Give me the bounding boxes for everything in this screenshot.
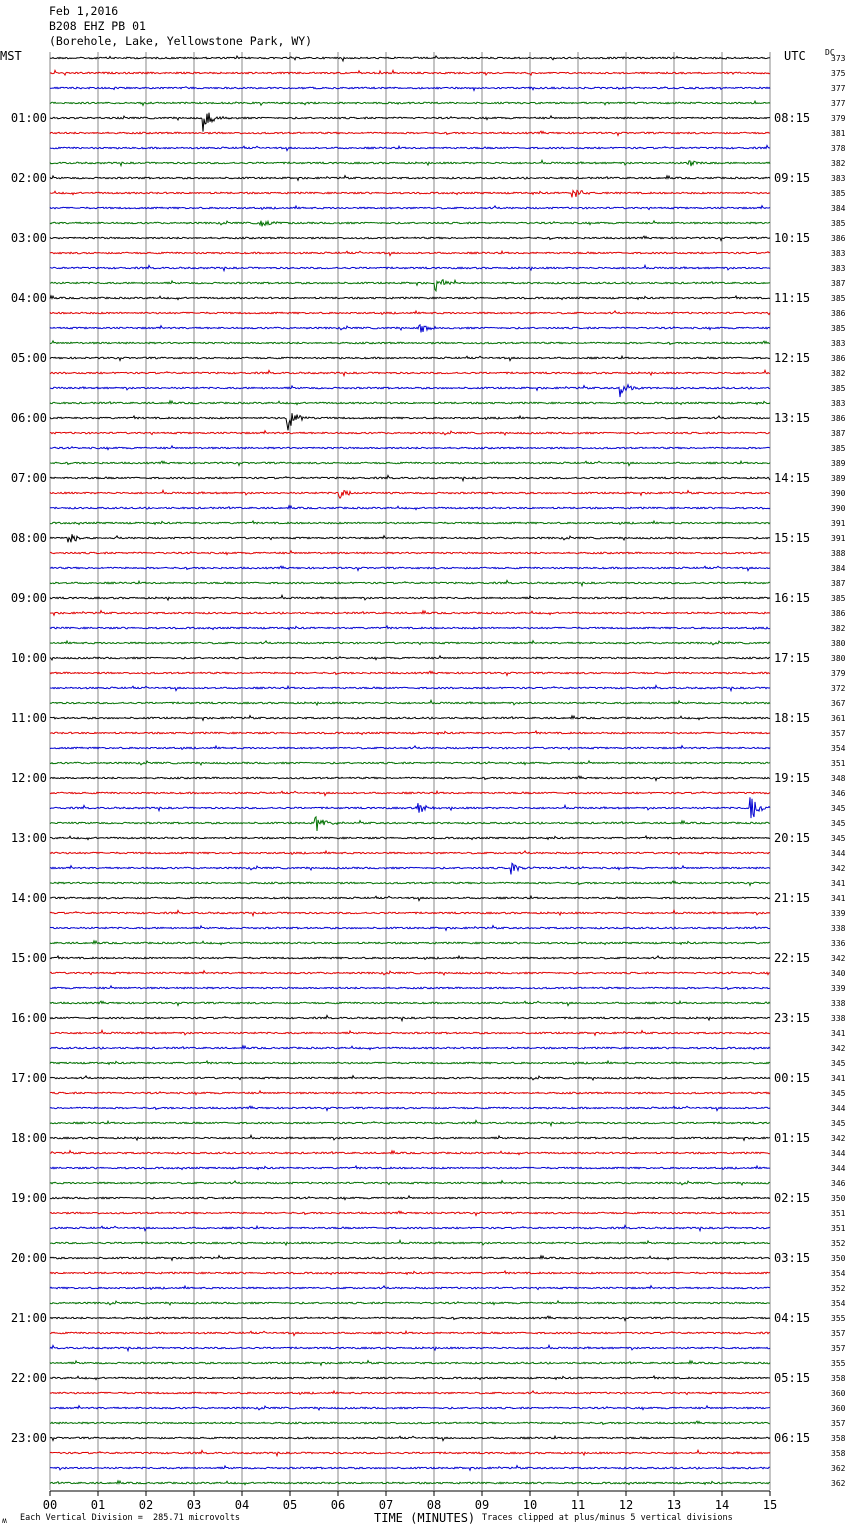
right-hour-label: 19:15 <box>774 771 811 785</box>
dc-offset-label: 384 <box>831 204 846 213</box>
dc-offset-label: 389 <box>831 474 846 483</box>
trace-12 <box>50 236 770 240</box>
trace-27 <box>50 461 770 465</box>
trace-32 <box>50 534 770 542</box>
trace-25 <box>50 431 770 435</box>
left-hour-label: 21:00 <box>10 1311 47 1325</box>
x-tick-label-13: 13 <box>666 1498 682 1512</box>
trace-67 <box>50 1061 770 1064</box>
trace-87 <box>50 1361 770 1366</box>
dc-offset-label: 345 <box>831 804 846 813</box>
dc-offset-label: 338 <box>831 1014 846 1023</box>
trace-40 <box>50 656 770 660</box>
dc-offset-label: 383 <box>831 264 846 273</box>
left-hour-label: 05:00 <box>10 351 47 365</box>
dc-offset-label: 354 <box>831 1299 846 1308</box>
left-hour-label: 20:00 <box>10 1251 47 1265</box>
right-hour-label: 12:15 <box>774 351 811 365</box>
trace-60 <box>50 956 770 960</box>
dc-offset-label: 385 <box>831 444 846 453</box>
trace-92 <box>50 1436 770 1440</box>
right-hour-label: 03:15 <box>774 1251 811 1265</box>
dc-offset-label: 339 <box>831 909 846 918</box>
trace-21 <box>50 370 770 375</box>
dc-offset-label: 345 <box>831 1089 846 1098</box>
right-hour-label: 18:15 <box>774 711 811 725</box>
trace-20 <box>50 356 770 360</box>
trace-57 <box>50 910 770 915</box>
dc-offset-label: 387 <box>831 579 846 588</box>
dc-offset-label: 375 <box>831 69 846 78</box>
trace-15 <box>50 280 770 291</box>
dc-offset-label: 358 <box>831 1434 846 1443</box>
dc-offset-label: 341 <box>831 1074 846 1083</box>
left-hour-label: 04:00 <box>10 291 47 305</box>
left-hour-labels <box>11 111 47 1445</box>
trace-89 <box>50 1391 770 1395</box>
dc-offset-label: 345 <box>831 1119 846 1128</box>
trace-85 <box>50 1331 770 1335</box>
left-hour-label: 15:00 <box>10 951 47 965</box>
dc-offset-label: 386 <box>831 234 846 243</box>
dc-offset-label: 341 <box>831 879 846 888</box>
dc-offset-label: 373 <box>831 54 846 63</box>
x-tick-label-3: 03 <box>186 1498 202 1512</box>
dc-offset-label: 351 <box>831 759 846 768</box>
trace-72 <box>50 1135 770 1140</box>
trace-63 <box>50 1001 770 1005</box>
left-hour-label: 22:00 <box>10 1371 47 1385</box>
dc-offset-label: 345 <box>831 819 846 828</box>
right-hour-label: 11:15 <box>774 291 811 305</box>
trace-74 <box>50 1166 770 1170</box>
dc-offset-label: 384 <box>831 564 846 573</box>
dc-offset-label: 344 <box>831 1164 846 1173</box>
trace-81 <box>50 1271 770 1275</box>
right-hour-label: 21:15 <box>774 891 811 905</box>
dc-offset-label: 377 <box>831 84 846 93</box>
dc-offset-label: 345 <box>831 1059 846 1068</box>
dc-offset-label: 362 <box>831 1464 846 1473</box>
trace-73 <box>50 1151 770 1155</box>
dc-offset-label: 351 <box>831 1209 846 1218</box>
trace-77 <box>50 1211 770 1215</box>
trace-61 <box>50 971 770 975</box>
dc-offset-label: 383 <box>831 174 846 183</box>
dc-offset-label: 344 <box>831 849 846 858</box>
right-hour-label: 16:15 <box>774 591 811 605</box>
trace-44 <box>50 716 770 721</box>
right-hour-label: 23:15 <box>774 1011 811 1025</box>
dc-offset-label: 354 <box>831 744 846 753</box>
dc-offset-label: 352 <box>831 1284 846 1293</box>
dc-offset-label: 367 <box>831 699 846 708</box>
x-tick-label-11: 11 <box>570 1498 586 1512</box>
dc-offset-label: 342 <box>831 864 846 873</box>
trace-1 <box>50 70 770 75</box>
dc-offset-label: 346 <box>831 1179 846 1188</box>
dc-offset-label: 372 <box>831 684 846 693</box>
trace-30 <box>50 506 770 510</box>
trace-38 <box>50 626 770 630</box>
dc-offset-label: 340 <box>831 969 846 978</box>
trace-65 <box>50 1030 770 1035</box>
trace-3 <box>50 101 770 105</box>
dc-offset-label: 386 <box>831 354 846 363</box>
dc-offset-label: 339 <box>831 984 846 993</box>
dc-offset-label: 383 <box>831 399 846 408</box>
right-hour-label: 13:15 <box>774 411 811 425</box>
dc-offset-label: 351 <box>831 1224 846 1233</box>
dc-offset-label: 383 <box>831 249 846 258</box>
trace-82 <box>50 1286 770 1290</box>
dc-offset-label: 377 <box>831 99 846 108</box>
trace-68 <box>50 1076 770 1080</box>
right-hour-label: 08:15 <box>774 111 811 125</box>
trace-41 <box>50 671 770 675</box>
dc-offset-label: 386 <box>831 309 846 318</box>
right-hour-label: 10:15 <box>774 231 811 245</box>
dc-offset-label: 348 <box>831 774 846 783</box>
dc-offset-label: 355 <box>831 1314 846 1323</box>
trace-36 <box>50 595 770 600</box>
trace-51 <box>50 817 770 831</box>
dc-offset-label: 379 <box>831 114 846 123</box>
x-tick-label-4: 04 <box>234 1498 250 1512</box>
x-tick-label-8: 08 <box>426 1498 442 1512</box>
x-axis-label: TIME (MINUTES) <box>374 1511 476 1525</box>
x-tick-label-7: 07 <box>378 1498 394 1512</box>
x-tick-label-5: 05 <box>282 1498 298 1512</box>
trace-31 <box>50 521 770 525</box>
right-hour-label: 09:15 <box>774 171 811 185</box>
dc-offset-label: 388 <box>831 549 846 558</box>
right-hour-label: 17:15 <box>774 651 811 665</box>
dc-offset-label: 357 <box>831 1344 846 1353</box>
x-tick-label-1: 01 <box>90 1498 106 1512</box>
trace-53 <box>50 851 770 855</box>
trace-91 <box>50 1421 770 1424</box>
trace-33 <box>50 551 770 555</box>
trace-71 <box>50 1120 770 1125</box>
left-hour-label: 17:00 <box>10 1071 47 1085</box>
left-hour-label: 14:00 <box>10 891 47 905</box>
x-tick-label-9: 09 <box>474 1498 490 1512</box>
trace-group <box>50 56 770 1485</box>
right-zone-label: UTC <box>784 49 806 63</box>
right-hour-label: 01:15 <box>774 1131 811 1145</box>
trace-8 <box>50 176 770 181</box>
trace-58 <box>50 926 770 931</box>
left-hour-label: 11:00 <box>10 711 47 725</box>
trace-26 <box>50 446 770 450</box>
x-tick-label-14: 14 <box>714 1498 730 1512</box>
dc-offset-label: 385 <box>831 594 846 603</box>
trace-50 <box>50 797 770 818</box>
dc-offset-label: 344 <box>831 1149 846 1158</box>
dc-offset-label: 386 <box>831 414 846 423</box>
trace-9 <box>50 190 770 197</box>
right-hour-label: 05:15 <box>774 1371 811 1385</box>
dc-offset-label: 385 <box>831 189 846 198</box>
dc-offset-label: 358 <box>831 1449 846 1458</box>
x-tick-label-15: 15 <box>762 1498 778 1512</box>
header-location: (Borehole, Lake, Yellowstone Park, WY) <box>49 34 313 48</box>
trace-54 <box>50 863 770 874</box>
dc-offset-label: 386 <box>831 609 846 618</box>
dc-offset-label: 350 <box>831 1194 846 1203</box>
dc-offset-label: 391 <box>831 519 846 528</box>
dc-offset-label: 341 <box>831 1029 846 1038</box>
trace-45 <box>50 731 770 735</box>
trace-48 <box>50 776 770 780</box>
right-hour-label: 14:15 <box>774 471 811 485</box>
dc-offset-label: 350 <box>831 1254 846 1263</box>
dc-offset-label: 381 <box>831 129 846 138</box>
dc-offset-labels <box>831 54 846 1488</box>
trace-64 <box>50 1015 770 1020</box>
header-station: B208 EHZ PB 01 <box>49 19 146 33</box>
dc-offset-label: 380 <box>831 639 846 648</box>
dc-offset-label: 382 <box>831 624 846 633</box>
trace-66 <box>50 1046 770 1050</box>
dc-offset-label: 357 <box>831 1329 846 1338</box>
dc-offset-label: 382 <box>831 159 846 168</box>
trace-88 <box>50 1376 770 1380</box>
time-axis <box>43 1491 777 1512</box>
dc-offset-label: 383 <box>831 339 846 348</box>
trace-42 <box>50 685 770 690</box>
left-hour-label: 23:00 <box>10 1431 47 1445</box>
trace-13 <box>50 251 770 255</box>
right-hour-label: 06:15 <box>774 1431 811 1445</box>
dc-offset-label: 391 <box>831 534 846 543</box>
dc-offset-label: 380 <box>831 654 846 663</box>
trace-28 <box>50 475 770 480</box>
dc-offset-label: 385 <box>831 219 846 228</box>
dc-offset-label: 387 <box>831 279 846 288</box>
dc-offset-label: 352 <box>831 1239 846 1248</box>
trace-56 <box>50 896 770 900</box>
trace-39 <box>50 641 770 645</box>
trace-49 <box>50 791 770 795</box>
trace-0 <box>50 56 770 61</box>
right-hour-label: 04:15 <box>774 1311 811 1325</box>
trace-95 <box>50 1481 770 1485</box>
trace-84 <box>50 1316 770 1320</box>
trace-94 <box>50 1466 770 1471</box>
trace-18 <box>50 325 770 333</box>
dc-offset-label: 378 <box>831 144 846 153</box>
left-hour-label: 07:00 <box>10 471 47 485</box>
left-zone-label: MST <box>0 49 22 63</box>
dc-offset-label: 385 <box>831 384 846 393</box>
trace-80 <box>50 1256 770 1261</box>
left-hour-label: 03:00 <box>10 231 47 245</box>
trace-43 <box>50 700 770 705</box>
trace-35 <box>50 580 770 585</box>
dc-offset-label: 355 <box>831 1359 846 1368</box>
trace-59 <box>50 941 770 945</box>
trace-93 <box>50 1450 770 1455</box>
trace-34 <box>50 566 770 570</box>
dc-offset-label: 341 <box>831 894 846 903</box>
left-hour-label: 09:00 <box>10 591 47 605</box>
trace-10 <box>50 206 770 210</box>
trace-29 <box>50 490 770 498</box>
trace-75 <box>50 1181 770 1185</box>
trace-90 <box>50 1406 770 1410</box>
trace-7 <box>50 160 770 166</box>
left-hour-label: 18:00 <box>10 1131 47 1145</box>
trace-11 <box>50 221 770 227</box>
trace-79 <box>50 1240 770 1245</box>
x-tick-label-6: 06 <box>330 1498 346 1512</box>
trace-52 <box>50 836 770 840</box>
dc-offset-label: 385 <box>831 294 846 303</box>
dc-offset-label: 358 <box>831 1374 846 1383</box>
trace-83 <box>50 1301 770 1305</box>
dc-offset-label: 342 <box>831 1044 846 1053</box>
dc-offset-label: 360 <box>831 1389 846 1398</box>
dc-offset-label: 346 <box>831 789 846 798</box>
trace-16 <box>50 296 770 300</box>
trace-78 <box>50 1225 770 1230</box>
dc-offset-label: 385 <box>831 324 846 333</box>
x-tick-label-10: 10 <box>522 1498 538 1512</box>
trace-5 <box>50 131 770 135</box>
dc-offset-label: 362 <box>831 1479 846 1488</box>
trace-69 <box>50 1091 770 1095</box>
left-hour-label: 06:00 <box>10 411 47 425</box>
trace-4 <box>50 113 770 132</box>
trace-19 <box>50 341 770 345</box>
trace-17 <box>50 311 770 315</box>
trace-22 <box>50 385 770 397</box>
trace-23 <box>50 401 770 405</box>
x-tick-label-2: 02 <box>138 1498 154 1512</box>
dc-offset-label: 387 <box>831 429 846 438</box>
left-hour-label: 08:00 <box>10 531 47 545</box>
dc-offset-label: 357 <box>831 1419 846 1428</box>
header-date: Feb 1,2016 <box>49 4 119 18</box>
left-hour-label: 19:00 <box>10 1191 47 1205</box>
trace-62 <box>50 986 770 990</box>
x-tick-label-12: 12 <box>618 1498 634 1512</box>
trace-2 <box>50 87 770 91</box>
x-tick-label-0: 00 <box>42 1498 58 1512</box>
dc-offset-label: 382 <box>831 369 846 378</box>
dc-offset-label: 336 <box>831 939 846 948</box>
trace-47 <box>50 761 770 765</box>
trace-6 <box>50 145 770 150</box>
corner-mark: ʍ <box>2 1516 7 1525</box>
dc-offset-label: 357 <box>831 729 846 738</box>
dc-offset-label: 338 <box>831 999 846 1008</box>
left-hour-label: 01:00 <box>10 111 47 125</box>
left-hour-label: 13:00 <box>10 831 47 845</box>
left-hour-label: 16:00 <box>10 1011 47 1025</box>
dc-label: DC <box>825 48 835 57</box>
division-note: Each Vertical Division = 285.71 microvolts <box>20 1513 241 1523</box>
right-hour-labels <box>774 111 810 1445</box>
trace-46 <box>50 746 770 750</box>
dc-offset-label: 342 <box>831 1134 846 1143</box>
dc-offset-label: 361 <box>831 714 846 723</box>
dc-offset-label: 344 <box>831 1104 846 1113</box>
left-hour-label: 12:00 <box>10 771 47 785</box>
right-hour-label: 00:15 <box>774 1071 811 1085</box>
right-hour-label: 20:15 <box>774 831 811 845</box>
dc-offset-label: 345 <box>831 834 846 843</box>
trace-76 <box>50 1196 770 1200</box>
right-hour-label: 22:15 <box>774 951 811 965</box>
trace-14 <box>50 265 770 270</box>
dc-offset-label: 389 <box>831 459 846 468</box>
left-hour-label: 02:00 <box>10 171 47 185</box>
dc-offset-label: 390 <box>831 504 846 513</box>
left-hour-label: 10:00 <box>10 651 47 665</box>
dc-offset-label: 338 <box>831 924 846 933</box>
right-hour-label: 15:15 <box>774 531 811 545</box>
dc-offset-label: 342 <box>831 954 846 963</box>
trace-37 <box>50 611 770 616</box>
right-hour-label: 02:15 <box>774 1191 811 1205</box>
trace-24 <box>50 413 770 430</box>
trace-55 <box>50 881 770 885</box>
clip-note: Traces clipped at plus/minus 5 vertical divisions <box>482 1513 733 1523</box>
dc-offset-label: 360 <box>831 1404 846 1413</box>
dc-offset-label: 354 <box>831 1269 846 1278</box>
dc-offset-label: 390 <box>831 489 846 498</box>
dc-offset-label: 379 <box>831 669 846 678</box>
trace-70 <box>50 1106 770 1110</box>
trace-86 <box>50 1345 770 1350</box>
